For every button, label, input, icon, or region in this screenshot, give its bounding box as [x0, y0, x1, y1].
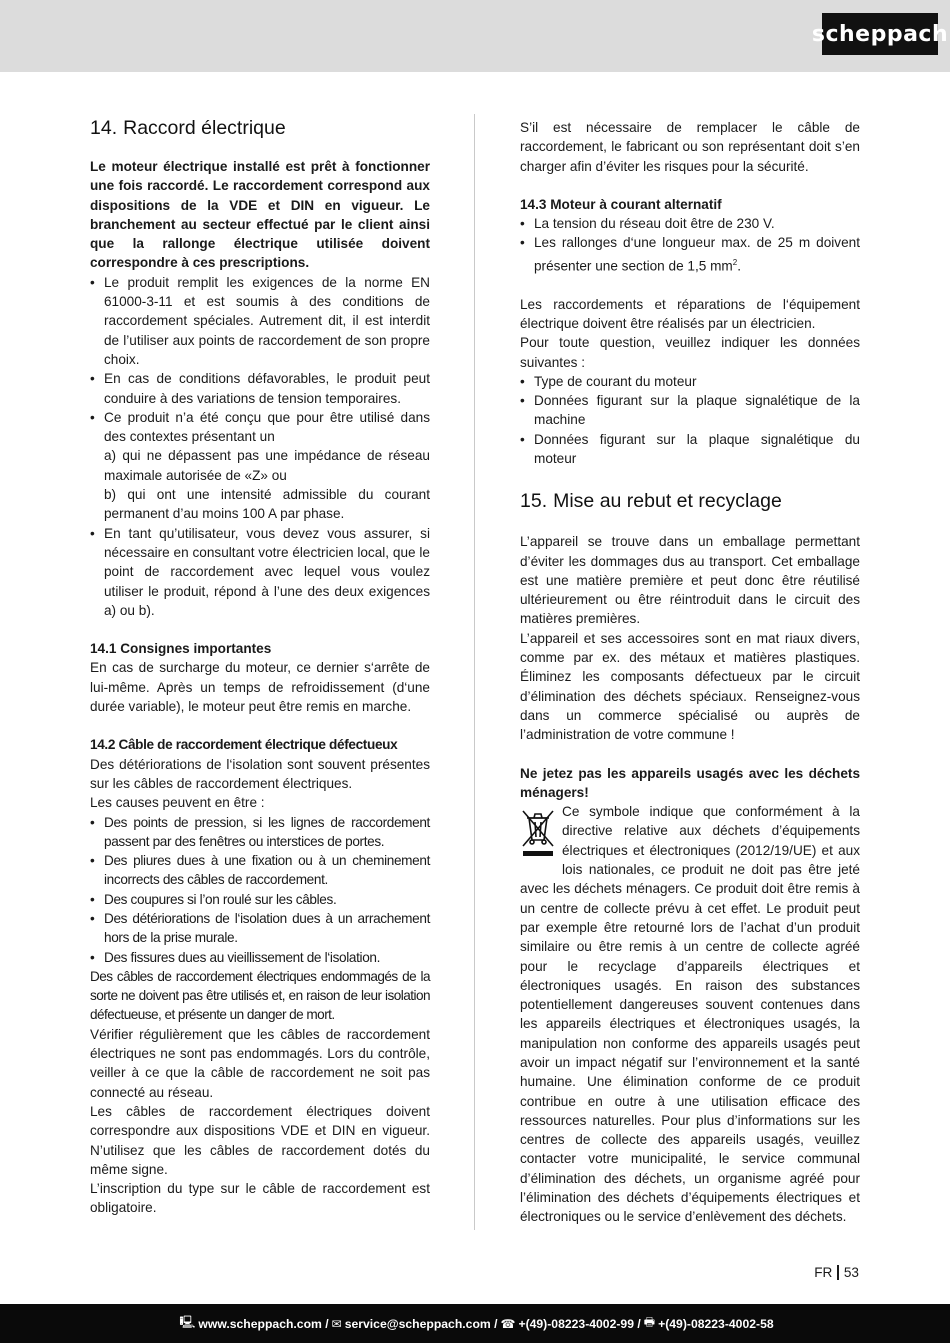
list-item: • Type de courant du moteur — [520, 372, 860, 391]
footer-email-link[interactable]: service@scheppach.com / — [344, 1316, 498, 1331]
list-item — [90, 408, 430, 524]
section-14-3-heading: 14.3 Moteur à courant alternatif — [520, 196, 722, 212]
paragraph: Des câbles de raccordement électriques endommagés de la sorte ne doivent pas être utilisés et, en raison de leur isolation défectueuse, et présente un danger de mort. — [90, 968, 430, 1023]
list-item — [520, 233, 860, 275]
section-title: Mise au rebut et recyclage — [553, 490, 782, 513]
weee-text: Ce symbole indique que conformément à la directive relative aux déchets d’équipements électriques et électroniques (2012/19/UE) et aux lois nationales, ce produit ne doit pas être jeté avec les déchets ménagers. Ce produit doit être remis à un centre de collecte prévu à cet effet. Le produit peut par exemple être retourné lors de l’achat d’un produit similaire ou être remis à un centre de collecte agréé pour le recyclage d’appareils électriques et électroniques usagés. En raison des substances potentiellement dangereuses souvent contenues dans les appareils électriques et électroniques usagés, la manipulation non conforme des appareils usagés peut avoir un impact négatif sur l’environnement et la santé humaine. Une élimination conforme de ce produit contribue en outre à une utilisation efficace des ressources naturelles. Pour plus d’informations sur les centres de collecte des appareils usagés, veuillez contacter votre municipalité, le service communal d’élimination des déchets, un organisme agréé pour l’élimination des déchets d’équipements électriques et électroniques ou le service d’enlèvement des déchets. — [520, 804, 860, 1225]
paragraph: Les causes peuvent en être : — [90, 795, 265, 811]
list-item: • Données figurant sur la plaque signalétique de la machine — [520, 391, 860, 430]
list-item-text: Ce produit n’a été conçu que pour être utilisé dans des contextes présentant un — [104, 409, 430, 445]
section-14-bullets — [90, 273, 430, 620]
computer-icon: 🖳 — [179, 1315, 196, 1329]
disposal-warning: Ne jetez pas les appareils usagés avec les déchets ménagers! — [520, 765, 860, 800]
paragraph: Des détériorations de l‘isolation sont souvent présentes sur les câbles de raccordement électriques. — [90, 756, 430, 791]
section-14-heading — [90, 115, 430, 141]
list-item: • La tension du réseau doit être de 230 V. — [520, 214, 860, 233]
section-number: 15. — [520, 490, 548, 513]
required-data-list — [520, 372, 860, 468]
section-title: Raccord électrique — [123, 117, 286, 139]
paragraph: Vérifier régulièrement que les câbles de raccordement électriques ne sont pas endommagés. Lors du contrôle, veiller à ce que la câble de raccordement ne soit pas connecté au réseau. — [90, 1026, 430, 1100]
mail-icon: ✉ — [331, 1316, 342, 1331]
section-14-1-text: En cas de surcharge du moteur, ce dernier s‘arrête de lui-même. Après un temps de refroidissement (d‘une durée variable), le moteur peut être remis en marche. — [90, 660, 430, 715]
page-number — [814, 1265, 859, 1280]
paragraph: Les câbles de raccordement électriques doivent correspondre aux dispositions VDE et DIN en vigueur. N’utilisez que les câbles de raccordement dotés du même signe. — [90, 1103, 430, 1177]
phone-icon: ☎ — [500, 1316, 516, 1331]
footer-website-link[interactable]: www.scheppach.com / — [198, 1316, 329, 1331]
scheppach-logo[interactable]: scheppach — [822, 13, 938, 55]
list-item-option-a: a) qui ne dépassent pas une impédance de réseau maximale autorisée de «Z» ou — [104, 448, 430, 483]
footer-bar — [0, 1304, 950, 1343]
header-bar — [0, 0, 950, 72]
list-item: • En tant qu’utilisateur, vous devez vous assurer, si nécessaire en consultant votre électricien local, que le point de raccordement avec lequel vous voulez utiliser le produit, répond à l’une des deux exigences a) ou b). — [90, 524, 430, 620]
punctuation: . — [737, 258, 741, 274]
footer-phone: +(49)-08223-4002-99 / — [518, 1316, 641, 1331]
paragraph: Pour toute question, veuillez indiquer les données suivantes : — [520, 335, 860, 370]
footer-fax: +(49)-08223-4002-58 — [658, 1316, 774, 1331]
list-item: • Des coupures si l’on roulé sur les câbles. — [90, 890, 430, 909]
crossed-out-bin-icon — [518, 806, 558, 862]
page-separator — [837, 1265, 839, 1280]
list-item: • Le produit remplit les exigences de la norme EN 61000-3-11 et est soumis à des conditions de raccordement spéciales. Autrement dit, il est interdit de l’utiliser aux points de raccordement de son propre choix. — [90, 273, 430, 369]
paragraph: Les raccordements et réparations de l‘équipement électrique doivent être réalisés par un électricien. — [520, 296, 860, 331]
paragraph: L’appareil se trouve dans un emballage permettant d’éviter les dommages dus au transport. Cet emballage est une matière première et peut donc être réutilisé ultérieurement ou être réintroduit dans le circuit des matières premières. — [520, 534, 860, 627]
list-item: • Des points de pression, si les lignes de raccordement passent par des fenêtres ou interstices de portes. — [90, 813, 430, 852]
list-item: • Des pliures dues à une fixation ou à un cheminement incorrects des câbles de raccordement. — [90, 851, 430, 890]
section-15-heading — [520, 488, 860, 514]
paragraph: S’il est nécessaire de remplacer le câble de raccordement, le fabricant ou son représentant doit s’en charger afin d’éviter les risques pour la sécurité. — [520, 120, 860, 174]
weee-block — [520, 802, 860, 1227]
fax-icon: 🖶 — [643, 1315, 656, 1329]
superscript: 2 — [732, 257, 738, 267]
section-14-intro: Le moteur électrique installé est prêt à fonctionner une fois raccordé. Le raccordement correspond aux dispositions de la VDE et DIN en vigueur. Le branchement au secteur effectué par le client ainsi que la rallonge électrique utilisée doivent correspondre à ces prescriptions. — [90, 159, 430, 271]
section-14-1-heading: 14.1 Consignes importantes — [90, 641, 272, 657]
list-item: • Des fissures dues au vieillissement de l‘isolation. — [90, 948, 430, 967]
section-14-3-bullets — [520, 214, 860, 275]
page-number-value: 53 — [843, 1265, 859, 1280]
section-14-2-bullets — [90, 813, 430, 967]
list-item-option-b: b) qui ont une intensité admissible du courant permanent d’au moins 100 A par phase. — [104, 487, 430, 522]
list-item-text: Les rallonges d‘une longueur max. de 25 m doivent présenter une section de 1,5 mm — [534, 235, 860, 274]
paragraph: L’appareil et ses accessoires sont en mat riaux divers, comme par ex. des métaux et matières plastiques. Éliminez les composants défectueux par le circuit d’élimination des déchets spéciaux. Renseignez-vous dans un commerce spécialisé ou auprès de l’administration de votre commune ! — [520, 630, 860, 743]
page-lang: FR — [814, 1265, 833, 1280]
paragraph: L’inscription du type sur le câble de raccordement est obligatoire. — [90, 1181, 430, 1216]
section-number: 14. — [90, 117, 118, 139]
list-item: • Des détériorations de l‘isolation dues à un arrachement hors de la prise murale. — [90, 909, 430, 948]
list-item: • Données figurant sur la plaque signalétique du moteur — [520, 430, 860, 469]
section-14-2-heading: 14.2 Câble de raccordement électrique défectueux — [90, 737, 398, 753]
list-item: • En cas de conditions défavorables, le produit peut conduire à des variations de tension temporaires. — [90, 369, 430, 408]
column-divider — [474, 114, 475, 1230]
right-column — [520, 112, 860, 1227]
left-column — [90, 112, 430, 1218]
